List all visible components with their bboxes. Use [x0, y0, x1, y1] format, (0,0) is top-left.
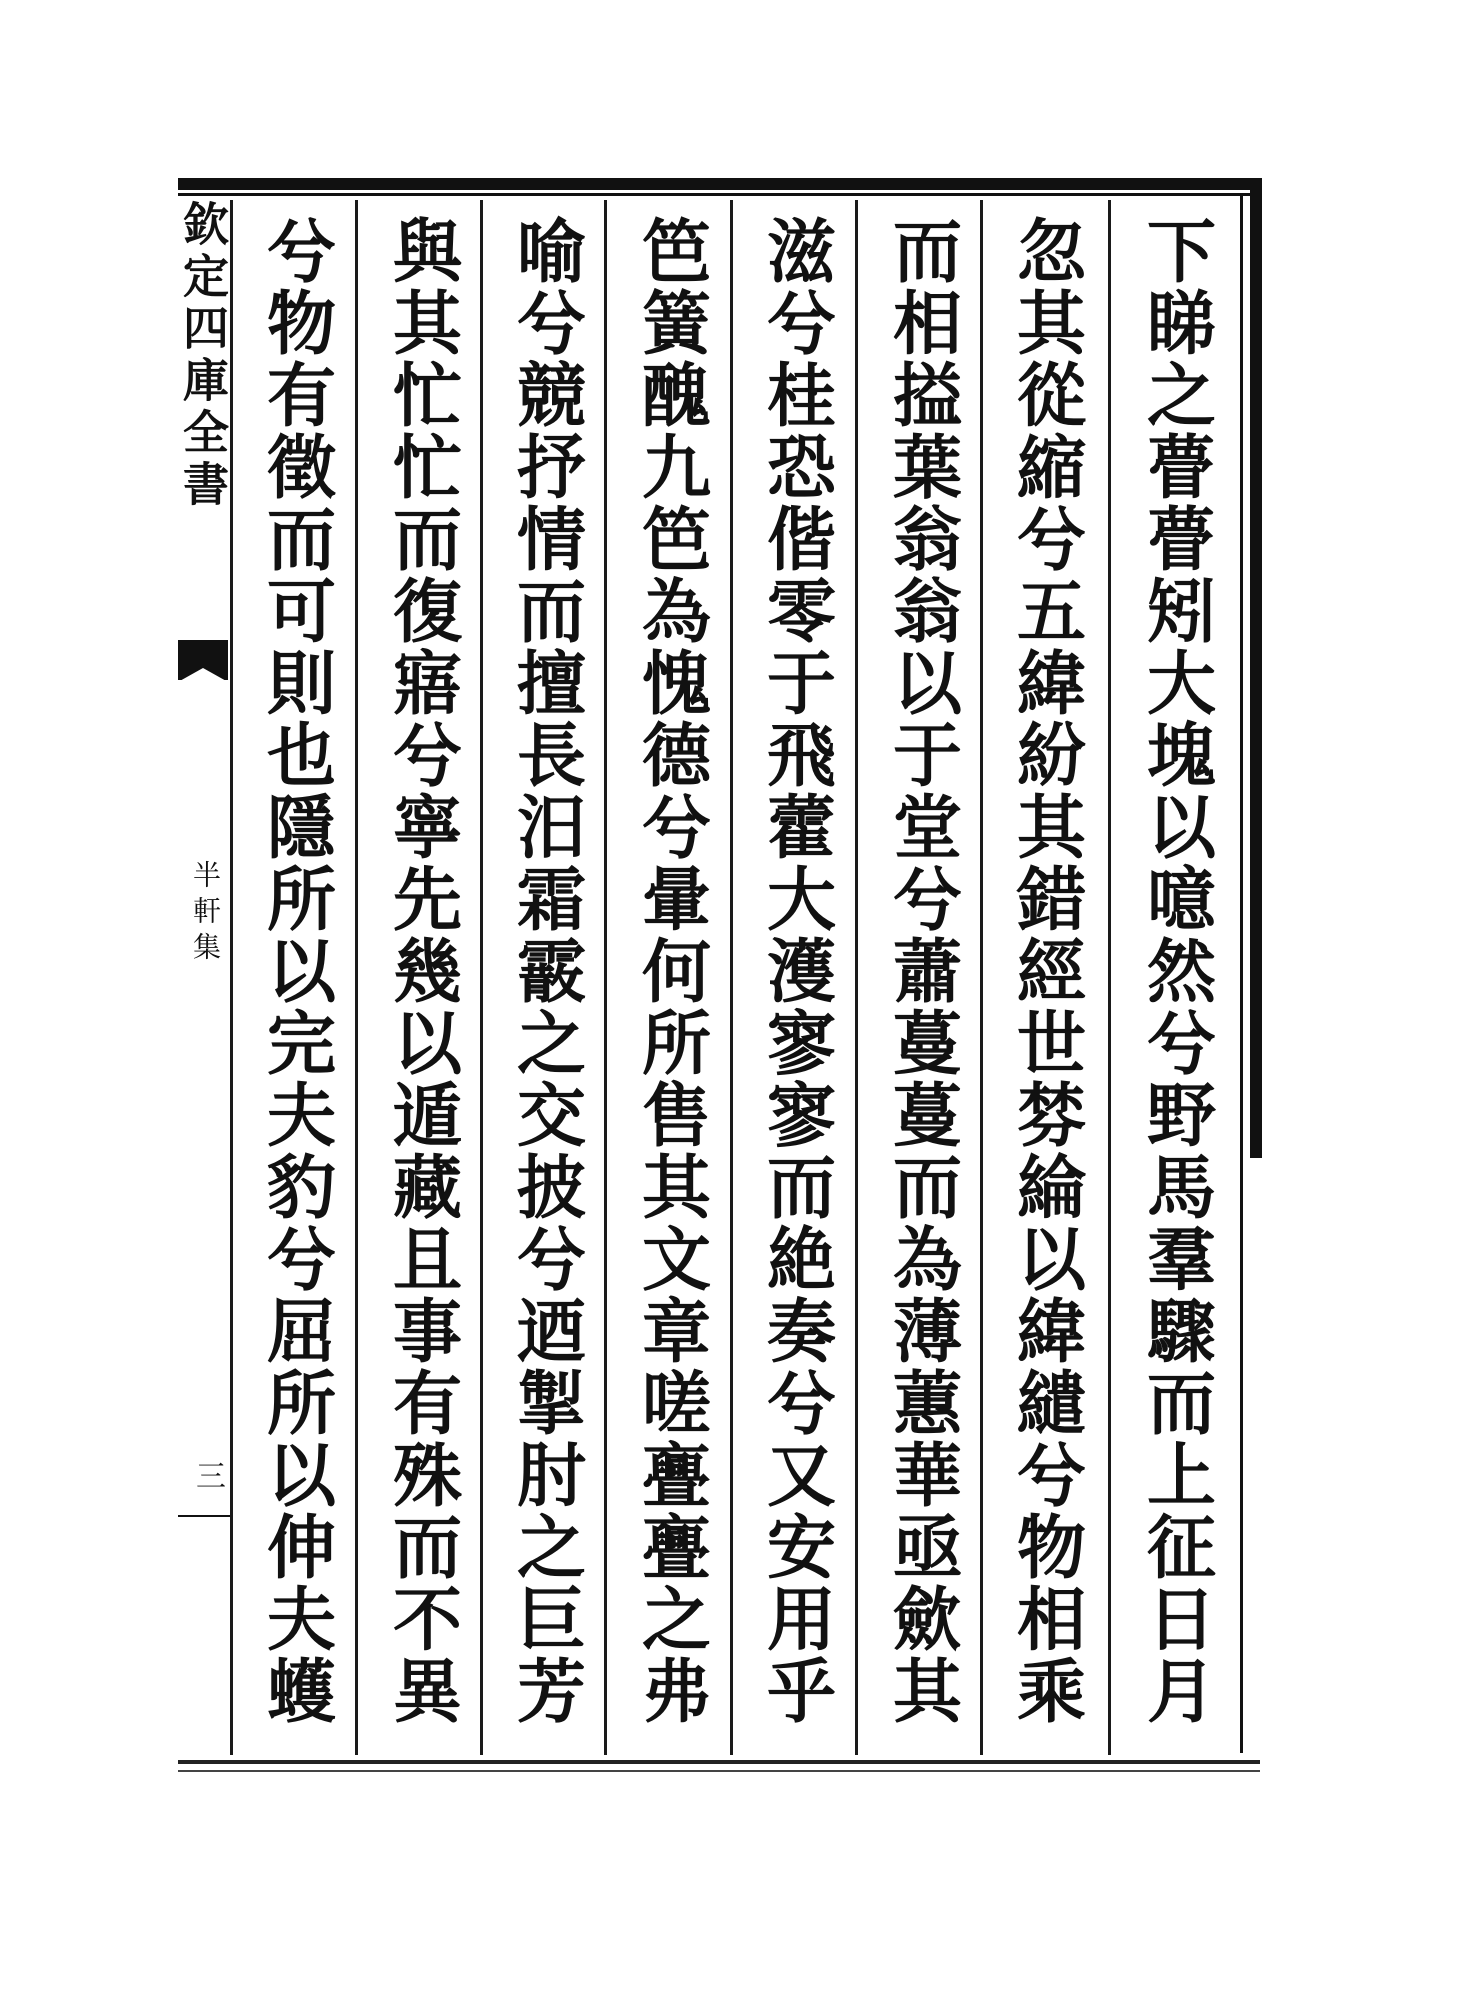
page-number-rule: [178, 1515, 230, 1517]
frame-top-border: [178, 178, 1260, 190]
frame-top-inner-border: [178, 193, 1260, 196]
text-column-7: 與其忙忙而復寤兮寧先幾以遁藏且事有殊而不異: [381, 215, 462, 1727]
page-number: 三: [190, 1460, 225, 1490]
frame-bottom-inner-border: [178, 1770, 1260, 1772]
column-divider: [480, 200, 483, 1755]
text-column-2: 忽其從縮兮五緯紛其錯經世棼綸以緯繾兮物相乘: [1005, 215, 1086, 1727]
frame-right-inner-border: [1240, 193, 1243, 1753]
frame-right-border: [1250, 178, 1262, 1158]
text-column-6: 喻兮競抒情而擅長汨霜霰之交披兮迺掣肘之巨芳: [505, 215, 586, 1727]
column-divider: [730, 200, 733, 1755]
collection-name: 半軒集: [189, 860, 222, 968]
column-divider: [230, 200, 233, 1755]
text-column-8: 兮物有徵而可則也隱所以完夫豹兮屈所以伸夫蠖: [255, 215, 336, 1727]
column-divider: [604, 200, 607, 1755]
text-column-3: 而相搤葉翁翁以于堂兮蕭蔓蔓而為薄蕙華亟歛其: [881, 215, 962, 1727]
column-divider: [355, 200, 358, 1755]
column-divider: [855, 200, 858, 1755]
text-column-1: 下睇之瞢瞢矧大塊以噫然兮野馬羣驟而上征日月: [1135, 215, 1216, 1727]
column-divider: [1108, 200, 1111, 1755]
frame-bottom-border: [178, 1760, 1260, 1764]
text-column-5: 笆簧醜九笆為愧德兮暈何所售其文章嗟亹亹之弗: [630, 215, 711, 1727]
book-title: 欽定四庫全書: [176, 200, 230, 512]
fish-tail-notch: [178, 668, 228, 682]
text-column-4: 滋兮桂恐偕零于飛藿大濩寥寥而絶奏兮又安用乎: [755, 215, 836, 1727]
column-divider: [980, 200, 983, 1755]
